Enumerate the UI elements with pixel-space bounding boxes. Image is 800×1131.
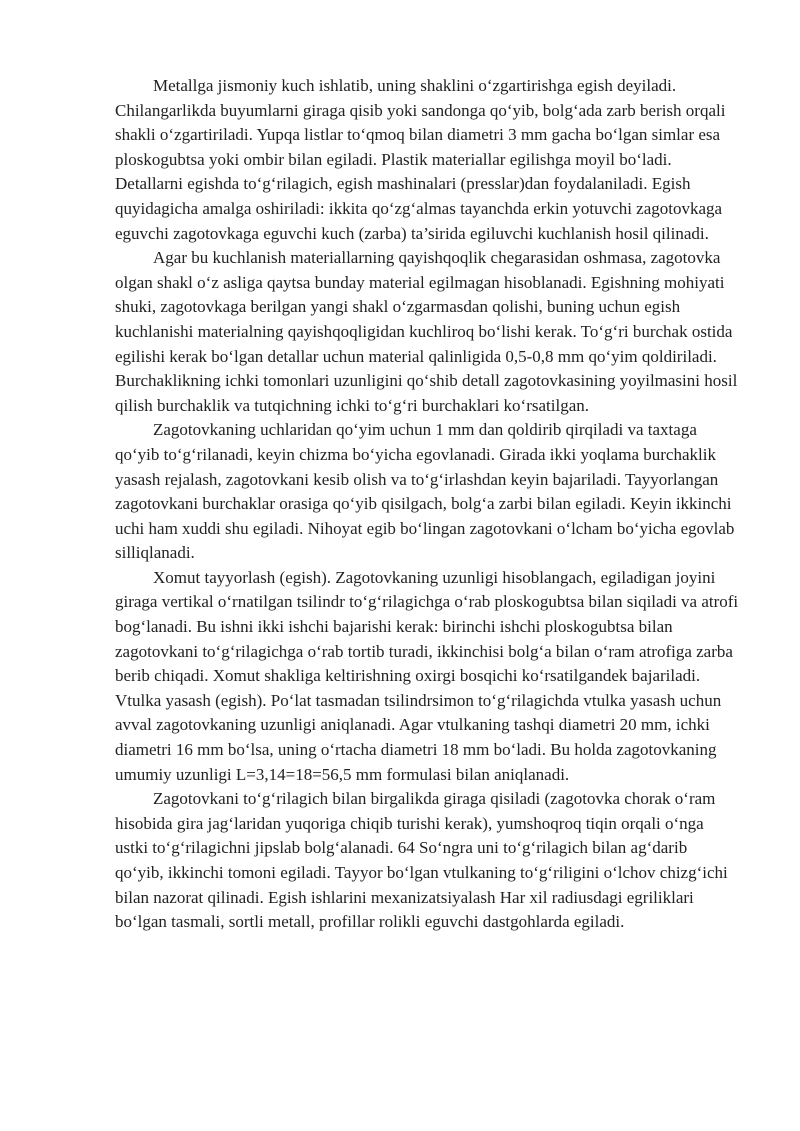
paragraph-zagotovka-uchlari: Zagotovkaning uchlaridan qo‘yim uchun 1 mm dan qoldirib qirqiladi va taxtaga qo‘yib to‘g‘rilanadi, keyin chizma bo‘yicha egovlanadi. Girada ikki yoqlama burchaklik yasash rejalash, zagotovkani kesib olish va to‘g‘irlashdan keyin bajariladi. Tayyorlangan zagotovkani burchaklar orasiga qo‘yib qisilgach, bolg‘a zarbi bilan egiladi. Keyin ikkinchi uchi ham xuddi shu egiladi. Nihoyat egib bo‘lingan zagotovkani o‘lcham bo‘yicha egovlab silliqlanadi. — [115, 420, 735, 563]
paragraph-mexanizatsiyalash: Zagotovkani to‘g‘rilagich bilan birgalikda giraga qisiladi (zagotovka chorak o‘ram hisobida gira jag‘laridan yuqoriga chiqib turishi kerak), yumshoqroq tiqin orqali o‘nga ustki to‘g‘rilagichni jipslab bolg‘alanadi. 64 So‘ngra uni to‘g‘rilagich bilan ag‘darib qo‘yib, ikkinchi tomoni egiladi. Tayyor bo‘lgan vtulkaning to‘g‘riligini o‘lchov chizg‘ichi bilan nazorat qilinadi. Egish ishlarini mexanizatsiyalash Har xil radiusdagi egriliklari bo‘lgan tasmali, sortli metall, profillar rolikli eguvchi dastgohlarda egiladi. — [115, 789, 728, 932]
paragraph-egish-definition: Metallga jismoniy kuch ishlatib, uning shaklini o‘zgartirishga egish deyiladi. Chilangarlikda buyumlarni giraga qisib yoki sandonga qo‘yib, bolg‘ada zarb berish orqali shakli o‘zgartiriladi. Yupqa listlar to‘qmoq bilan diametri 3 mm gacha bo‘lgan simlar esa ploskogubtsa yoki ombir bilan egiladi. Plastik materiallar egilishga moyil bo‘ladi. Detallarni egishda to‘g‘rilagich, egish mashinalari (presslar)dan foydalaniladi. Egish quyidagicha amalga oshiriladi: ikkita qo‘zg‘almas tayanchda erkin yotuvchi zagotovkaga eguvchi zagotovkaga eguvchi kuch (zarba) ta’sirida egiluvchi kuchlanish hosil qilinadi. — [115, 76, 726, 243]
paragraph-xomut-vtulka: Xomut tayyorlash (egish). Zagotovkaning uzunligi hisoblangach, egiladigan joyini giraga vertikal o‘rnatilgan tsilindr to‘g‘rilagichga o‘rab ploskogubtsa bilan siqiladi va atrofi bog‘lanadi. Bu ishni ikki ishchi bajarishi kerak: birinchi ishchi ploskogubtsa bilan zagotovkani to‘g‘rilagichga o‘rab tortib turadi, ikkinchisi bolg‘a bilan o‘ram atrofiga zarba berib chiqadi. Xomut shakliga keltirishning oxirgi bosqichi ko‘rsatilgandek bajariladi. Vtulka yasash (egish). Po‘lat tasmadan tsilindrsimon to‘g‘rilagichda vtulka yasash uchun avval zagotovkaning uzunligi aniqlanadi. Agar vtulkaning tashqi diametri 20 mm, ichki diametri 16 mm bo‘lsa, uning o‘rtacha diametri 18 mm bo‘ladi. Bu holda zagotovkaning umumiy uzunligi L=3,14=18=56,5 mm formulasi bilan aniqlanadi. — [115, 567, 739, 784]
paragraph-kuchlanish: Agar bu kuchlanish materiallarning qayishqoqlik chegarasidan oshmasa, zagotovka olgan shakl o‘z asliga qaytsa bunday material egilmagan hisoblanadi. Egishning mohiyati shuki, zagotovkaga berilgan yangi shakl o‘zgarmasdan qolishi, buning uchun egish kuchlanishi materialning qayishqoqligidan kuchliroq bo‘lishi kerak. To‘g‘ri burchak ostida egilishi kerak bo‘lgan detallar uchun material qalinligida 0,5-0,8 mm qo‘yim qoldiriladi. Burchaklikning ichki tomonlari uzunligini qo‘shib detall zagotovkasining yoyilmasini hosil qilish burchaklik va tutqichning ichki to‘g‘ri burchaklari ko‘rsatilgan. — [115, 248, 738, 415]
document-page — [115, 74, 740, 935]
